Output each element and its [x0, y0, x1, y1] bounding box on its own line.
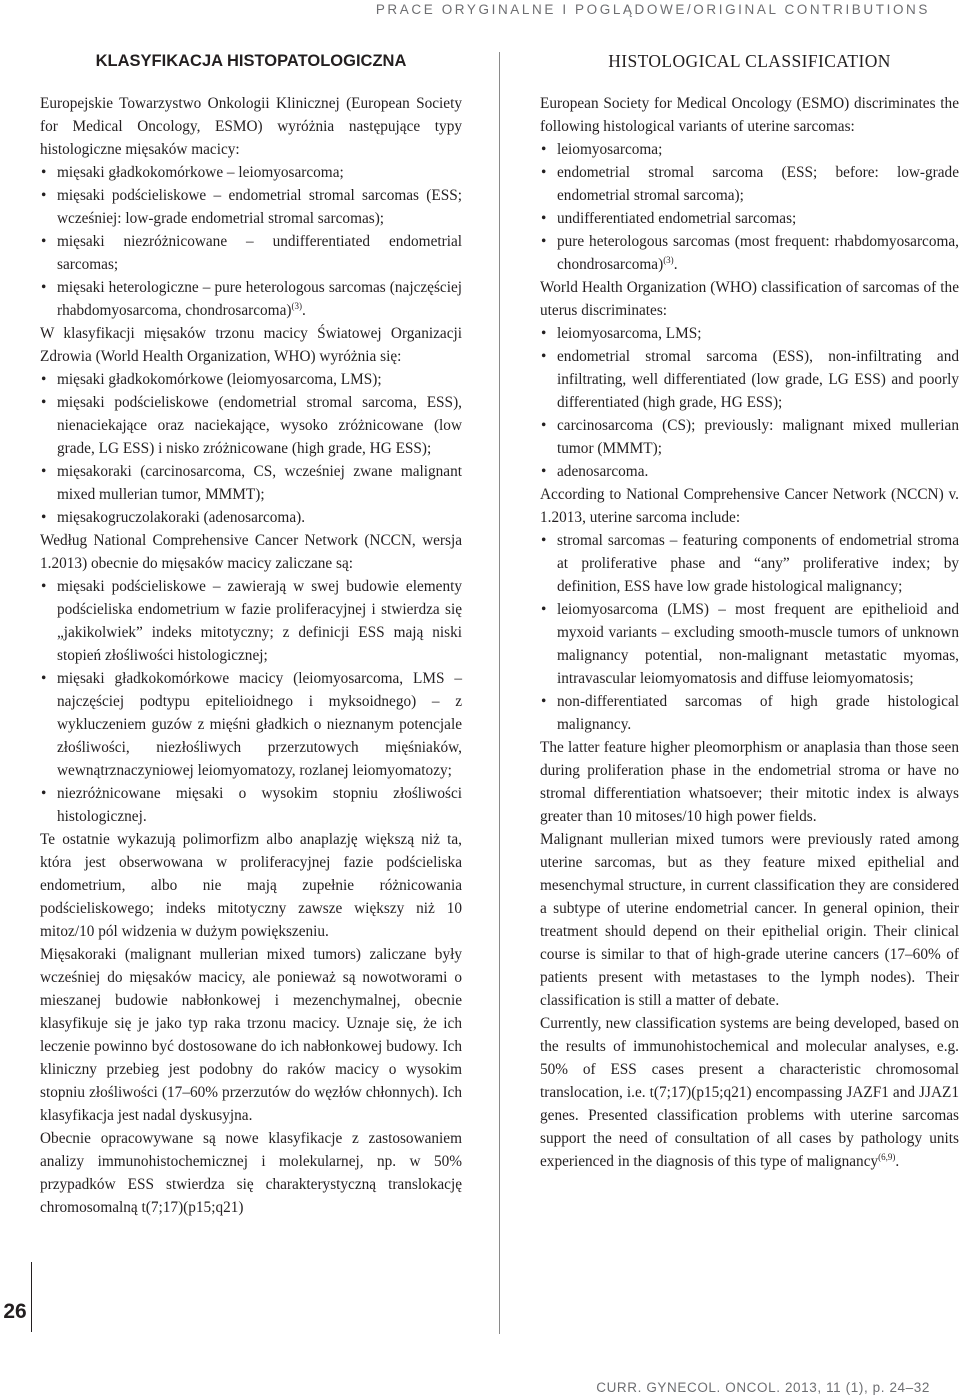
paragraph-carcinosarcoma-pl: Mięsakoraki (malignant mullerian mixed tumors) zaliczane były wcześniej do mięsaków macicy, ale ponieważ są nowotworami o mieszanej budowie nabłonkowej i mezenchymalnej, obecnie klasyfikuje się je jako typ raka trzonu macicy. Uznaje się, że ich leczenie powinno być dostosowane do ich nabłonkowej budowy. Ich kliniczny przebieg jest podobny do raków macicy o wysokim stopniu złośliwości (17–60% przerzutów do węzłów chłonnych). Ich klasyfikacja jest nadal dyskusyjna. [40, 946, 462, 1124]
list-item: • endometrial stromal sarcoma (ESS; before: low-grade endometrial stromal sarcoma); [540, 161, 959, 207]
paragraph-new-classification-pl: Obecnie opracowywane są nowe klasyfikacje z zastosowaniem analizy immunohistochemicznej i molekularnej, np. w 50% przypadków ESS stwierdza się charakterystyczną translokację chromosomalną t(7;17)(p15;q21) [40, 1130, 462, 1216]
list-item [540, 230, 959, 276]
list-item: • carcinosarcoma (CS); previously: malignant mixed mullerian tumor (MMMT); [540, 414, 959, 460]
who-list-pl [40, 368, 462, 529]
paragraph-mmmt-en: Malignant mullerian mixed tumors were previously rated among uterine sarcomas, but as they feature mixed epithelial and mesenchymal structure, in current classification they are considered a subtype of uterine endometrial cancer. In general opinion, their treatment should depend on their epithelial origin. Their clinical course is similar to that of high-grade uterine cancers (17–60% of patients present with metastases to the lymph nodes). Their classification is still a matter of debate. [540, 831, 959, 1009]
list-item: • mięsaki gładkokomórkowe (leiomyosarcoma, LMS); [40, 368, 462, 391]
reference-superscript: (3) [663, 254, 674, 265]
column-divider [499, 52, 500, 1334]
list-item: • leiomyosarcoma (LMS) – most frequent are epithelioid and myxoid variants – excluding smooth-muscle tumors of unknown malignancy potential, non-malignant metastatic myomas, intravascular leiomyomatosis and diffuse leiomyomatosis; [540, 598, 959, 690]
esmo-intro-en: European Society for Medical Oncology (ESMO) discriminates the following histological variants of uterine sarcomas: [540, 95, 959, 135]
list-item: • mięsaki niezróżnicowane – undifferentiated endometrial sarcomas; [40, 230, 462, 276]
who-list-en [540, 322, 959, 483]
esmo-intro-pl: Europejskie Towarzystwo Onkologii Klinicznej (European Society for Medical Oncology, ESMO) wyróżnia następujące typy histologiczne mięsaków macicy: [40, 95, 462, 158]
list-item: • niezróżnicowane mięsaki o wysokim stopniu złośliwości histologicznej. [40, 782, 462, 828]
section-heading-en: HISTOLOGICAL CLASSIFICATION [608, 51, 891, 71]
esmo-list-en [540, 138, 959, 276]
list-item: • non-differentiated sarcomas of high grade histological malignancy. [540, 690, 959, 736]
list-item: • mięsakoraki (carcinosarcoma, CS, wcześniej zwane malignant mixed mullerian tumor, MMMT); [40, 460, 462, 506]
nccn-list-pl [40, 575, 462, 828]
section-heading-pl: KLASYFIKACJA HISTOPATOLOGICZNA [95, 52, 407, 70]
english-column [540, 50, 959, 1173]
list-item: • mięsaki gładkokomórkowe macicy (leiomyosarcoma, LMS – najczęściej podtypu epitelioidnego i myksoidnego) – z wykluczeniem guzów z mięśni gładkich o nieznanym potencjale złośliwości, niezłośliwych przerzutowych mięśniaków, wewnątrznaczyniowej leiomyomatozy, rozlanej leiomyomatozy; [40, 667, 462, 782]
list-item: • endometrial stromal sarcoma (ESS), non-infiltrating and infiltrating, well differentiated (low grade, LG ESS) and poorly differentiated (high grade, HG ESS); [540, 345, 959, 414]
paragraph-pleomorphism-en: The latter feature higher pleomorphism or anaplasia than those seen during proliferation phase in the endometrial stroma or have no stromal differentiation whatsoever; their mitotic index is always greater than 10 mitoses/10 high power fields. [540, 739, 959, 825]
list-item: • mięsaki gładkokomórkowe – leiomyosarcoma; [40, 161, 462, 184]
list-item-end: . [301, 302, 306, 319]
nccn-list-en [540, 529, 959, 736]
who-intro-en: World Health Organization (WHO) classification of sarcomas of the uterus discriminates: [540, 279, 959, 319]
list-item [40, 276, 462, 322]
page-number-rule [31, 1262, 32, 1332]
list-item: • mięsaki podścieliskowe – endometrial stromal sarcomas (ESS; wcześniej: low-grade endometrial stromal sarcomas); [40, 184, 462, 230]
list-item: • stromal sarcomas – featuring components of endometrial stroma at proliferative phase and “any” proliferative index; by definition, ESS have low grade histological malignancy; [540, 529, 959, 598]
paragraph-end: . [895, 1153, 900, 1170]
polish-column [40, 50, 462, 1219]
nccn-intro-pl: Według National Comprehensive Cancer Network (NCCN, wersja 1.2013) obecnie do mięsaków macicy zaliczane są: [40, 532, 462, 572]
list-item-text: pure heterologous sarcomas (most frequent: rhabdomyosarcoma, chondrosarcoma) [557, 233, 959, 273]
reference-superscript: (3) [291, 300, 302, 311]
nccn-intro-en: According to National Comprehensive Cancer Network (NCCN) v. 1.2013, uterine sarcoma include: [540, 486, 959, 526]
list-item: • mięsaki podścieliskowe – zawierają w swej budowie elementy podścieliska endometrium w fazie proliferacyjnej i stwierdza się „jakikolwiek” indeks mitotyczny; z definicji ESS mają niski stopień złośliwości histologicznej; [40, 575, 462, 667]
running-header: PRACE ORYGINALNE I POGLĄDOWE/ORIGINAL CONTRIBUTIONS [375, 2, 930, 17]
list-item-text: mięsaki heterologiczne – pure heterologous sarcomas (najczęściej rhabdomyosarcoma, chondrosarcoma) [57, 279, 462, 319]
list-item: • undifferentiated endometrial sarcomas; [540, 207, 959, 230]
running-footer-citation: CURR. GYNECOL. ONCOL. 2013, 11 (1), p. 24–32 [596, 1380, 930, 1395]
paragraph-polymorphism-pl: Te ostatnie wykazują polimorfizm albo anaplazję większą niż ta, która jest obserwowana w proliferacyjnej fazie podścieliska endometrium, albo nie mają zupełnie różnicowania podścieliskowego; indeks mitotyczny zawsze większy niż 10 mitoz/10 pól widzenia w dużym powiększeniu. [40, 831, 462, 940]
list-item: • mięsakogruczolakoraki (adenosarcoma). [40, 506, 462, 529]
page-number: 26 [3, 1300, 27, 1323]
list-item: • leiomyosarcoma; [540, 138, 959, 161]
paragraph-text: Currently, new classification systems are being developed, based on the results of immunohistochemical and molecular analyses, e.g. 50% of ESS cases present a characteristic chromosomal translocation, i.e. t(7;17)(p15;q21) encompassing JAZF1 and JJAZ1 genes. Presented classification problems with uterine sarcomas support the need of consultation of all cases by pathology units experienced in the diagnosis of this type of malignancy [540, 1015, 959, 1170]
paragraph-currently-en [540, 1012, 959, 1173]
reference-superscript: (6,9) [878, 1151, 896, 1162]
list-item: • mięsaki podścieliskowe (endometrial stromal sarcoma, ESS), nienaciekające oraz naciekające, wysoko zróżnicowane (low grade, LG ESS) i nisko zróżnicowane (high grade, HG ESS); [40, 391, 462, 460]
esmo-list-pl [40, 161, 462, 322]
list-item-end: . [673, 256, 678, 273]
who-intro-pl: W klasyfikacji mięsaków trzonu macicy Światowej Organizacji Zdrowia (World Health Organization, WHO) wyróżnia się: [40, 325, 462, 365]
list-item: • leiomyosarcoma, LMS; [540, 322, 959, 345]
list-item: • adenosarcoma. [540, 460, 959, 483]
